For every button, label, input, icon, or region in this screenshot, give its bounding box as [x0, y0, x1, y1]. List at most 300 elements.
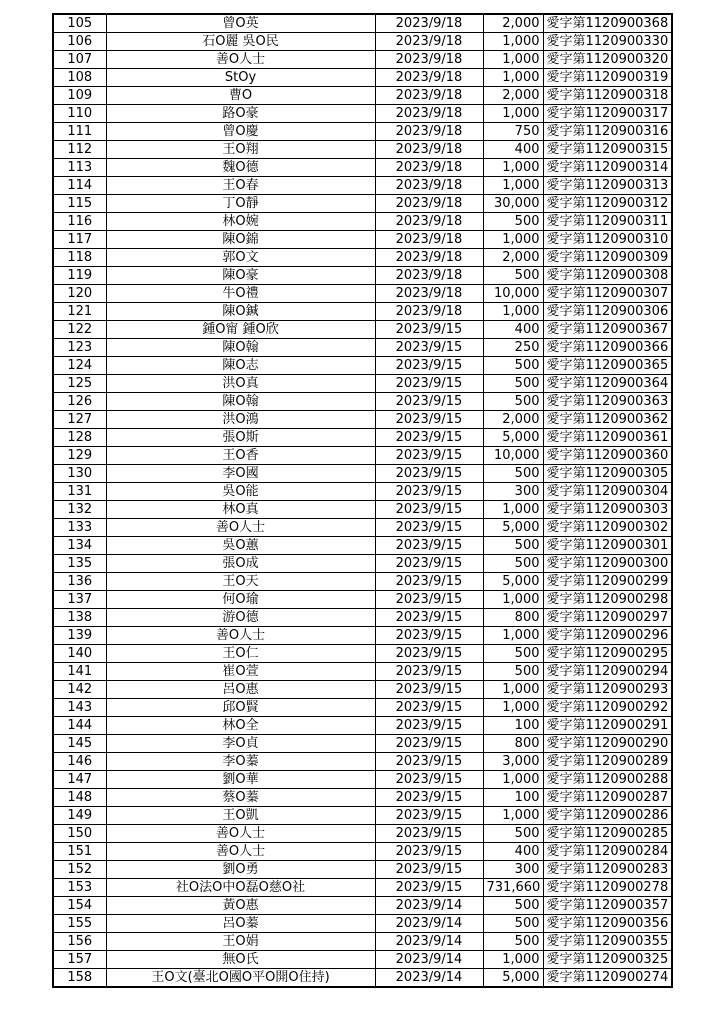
- donor-name: 劉O華: [106, 771, 375, 789]
- donation-amount: 300: [483, 861, 543, 879]
- donation-amount: 500: [483, 897, 543, 915]
- table-row: [53, 213, 672, 231]
- table-row: [53, 447, 672, 465]
- donation-date: 2023/9/18: [375, 69, 483, 87]
- table-row: [53, 285, 672, 303]
- donation-amount: 5,000: [483, 573, 543, 591]
- donation-date: 2023/9/14: [375, 933, 483, 951]
- row-number: 113: [53, 159, 106, 177]
- table-row: [53, 231, 672, 249]
- donation-date: 2023/9/15: [375, 591, 483, 609]
- donation-amount: 1,000: [483, 501, 543, 519]
- donor-name: 陳O豪: [106, 267, 375, 285]
- receipt-number: 愛字第1120900292: [543, 699, 672, 717]
- donation-date: 2023/9/15: [375, 663, 483, 681]
- donation-date: 2023/9/18: [375, 177, 483, 195]
- donor-name: 劉O勇: [106, 861, 375, 879]
- donation-amount: 500: [483, 213, 543, 231]
- row-number: 131: [53, 483, 106, 501]
- row-number: 150: [53, 825, 106, 843]
- donor-name: 王O凱: [106, 807, 375, 825]
- donation-date: 2023/9/18: [375, 285, 483, 303]
- table-row: [53, 249, 672, 267]
- donor-name: 李O貞: [106, 735, 375, 753]
- donation-amount: 5,000: [483, 429, 543, 447]
- donation-amount: 1,000: [483, 951, 543, 969]
- receipt-number: 愛字第1120900368: [543, 14, 672, 33]
- donor-name: 黃O惠: [106, 897, 375, 915]
- donor-name: 陳O鍼: [106, 303, 375, 321]
- donor-name: 陳O錦: [106, 231, 375, 249]
- donation-date: 2023/9/15: [375, 717, 483, 735]
- row-number: 148: [53, 789, 106, 807]
- table-row: [53, 177, 672, 195]
- donation-date: 2023/9/18: [375, 249, 483, 267]
- table-row: [53, 825, 672, 843]
- receipt-number: 愛字第1120900330: [543, 33, 672, 51]
- receipt-number: 愛字第1120900364: [543, 375, 672, 393]
- receipt-number: 愛字第1120900287: [543, 789, 672, 807]
- donation-date: 2023/9/15: [375, 861, 483, 879]
- donation-amount: 1,000: [483, 681, 543, 699]
- row-number: 125: [53, 375, 106, 393]
- donation-date: 2023/9/14: [375, 915, 483, 933]
- receipt-number: 愛字第1120900302: [543, 519, 672, 537]
- table-row: [53, 933, 672, 951]
- donation-date: 2023/9/15: [375, 807, 483, 825]
- donation-date: 2023/9/15: [375, 357, 483, 375]
- donor-name: 何O瑜: [106, 591, 375, 609]
- donation-date: 2023/9/18: [375, 213, 483, 231]
- donation-amount: 500: [483, 465, 543, 483]
- donation-amount: 500: [483, 357, 543, 375]
- donation-amount: 2,000: [483, 249, 543, 267]
- row-number: 144: [53, 717, 106, 735]
- receipt-number: 愛字第1120900288: [543, 771, 672, 789]
- donation-amount: 1,000: [483, 627, 543, 645]
- donation-date: 2023/9/14: [375, 951, 483, 969]
- row-number: 146: [53, 753, 106, 771]
- row-number: 128: [53, 429, 106, 447]
- donation-date: 2023/9/18: [375, 87, 483, 105]
- table-row: [53, 411, 672, 429]
- donation-amount: 1,000: [483, 51, 543, 69]
- donation-amount: 3,000: [483, 753, 543, 771]
- donor-name: 善O人士: [106, 51, 375, 69]
- row-number: 118: [53, 249, 106, 267]
- receipt-number: 愛字第1120900310: [543, 231, 672, 249]
- row-number: 105: [53, 14, 106, 33]
- row-number: 147: [53, 771, 106, 789]
- donation-date: 2023/9/18: [375, 195, 483, 213]
- receipt-number: 愛字第1120900360: [543, 447, 672, 465]
- table-row: [53, 429, 672, 447]
- row-number: 108: [53, 69, 106, 87]
- donor-name: 善O人士: [106, 627, 375, 645]
- row-number: 137: [53, 591, 106, 609]
- receipt-number: 愛字第1120900274: [543, 969, 672, 988]
- donation-date: 2023/9/15: [375, 447, 483, 465]
- receipt-number: 愛字第1120900291: [543, 717, 672, 735]
- table-row: [53, 14, 672, 33]
- donor-name: 魏O德: [106, 159, 375, 177]
- donation-amount: 300: [483, 483, 543, 501]
- donation-date: 2023/9/18: [375, 51, 483, 69]
- row-number: 141: [53, 663, 106, 681]
- donation-date: 2023/9/15: [375, 681, 483, 699]
- donor-name: 善O人士: [106, 825, 375, 843]
- receipt-number: 愛字第1120900362: [543, 411, 672, 429]
- donation-date: 2023/9/15: [375, 555, 483, 573]
- donation-amount: 100: [483, 789, 543, 807]
- donor-name: 蔡O蓁: [106, 789, 375, 807]
- receipt-number: 愛字第1120900300: [543, 555, 672, 573]
- receipt-number: 愛字第1120900283: [543, 861, 672, 879]
- receipt-number: 愛字第1120900304: [543, 483, 672, 501]
- donation-date: 2023/9/15: [375, 825, 483, 843]
- table-row: [53, 339, 672, 357]
- donation-date: 2023/9/18: [375, 14, 483, 33]
- donor-name: 呂O惠: [106, 681, 375, 699]
- donation-date: 2023/9/15: [375, 537, 483, 555]
- donation-amount: 30,000: [483, 195, 543, 213]
- row-number: 156: [53, 933, 106, 951]
- donation-date: 2023/9/18: [375, 33, 483, 51]
- donor-name: 王O仁: [106, 645, 375, 663]
- donation-date: 2023/9/18: [375, 267, 483, 285]
- receipt-number: 愛字第1120900295: [543, 645, 672, 663]
- receipt-number: 愛字第1120900299: [543, 573, 672, 591]
- donation-amount: 1,000: [483, 771, 543, 789]
- donation-amount: 500: [483, 645, 543, 663]
- row-number: 115: [53, 195, 106, 213]
- donation-date: 2023/9/14: [375, 969, 483, 988]
- row-number: 149: [53, 807, 106, 825]
- table-row: [53, 663, 672, 681]
- donation-amount: 500: [483, 393, 543, 411]
- row-number: 107: [53, 51, 106, 69]
- table-body: [53, 14, 672, 987]
- receipt-number: 愛字第1120900367: [543, 321, 672, 339]
- row-number: 154: [53, 897, 106, 915]
- row-number: 114: [53, 177, 106, 195]
- row-number: 132: [53, 501, 106, 519]
- receipt-number: 愛字第1120900361: [543, 429, 672, 447]
- donation-date: 2023/9/15: [375, 465, 483, 483]
- donation-amount: 500: [483, 825, 543, 843]
- donation-date: 2023/9/15: [375, 753, 483, 771]
- donation-amount: 5,000: [483, 969, 543, 988]
- table-row: [53, 843, 672, 861]
- table-row: [53, 555, 672, 573]
- table-row: [53, 537, 672, 555]
- row-number: 112: [53, 141, 106, 159]
- donor-name: 吳O能: [106, 483, 375, 501]
- row-number: 124: [53, 357, 106, 375]
- row-number: 130: [53, 465, 106, 483]
- donation-amount: 1,000: [483, 699, 543, 717]
- donor-name: 張O成: [106, 555, 375, 573]
- row-number: 119: [53, 267, 106, 285]
- row-number: 116: [53, 213, 106, 231]
- receipt-number: 愛字第1120900289: [543, 753, 672, 771]
- receipt-number: 愛字第1120900357: [543, 897, 672, 915]
- receipt-number: 愛字第1120900320: [543, 51, 672, 69]
- donation-amount: 5,000: [483, 519, 543, 537]
- row-number: 143: [53, 699, 106, 717]
- row-number: 129: [53, 447, 106, 465]
- table-row: [53, 195, 672, 213]
- table-row: [53, 807, 672, 825]
- receipt-number: 愛字第1120900311: [543, 213, 672, 231]
- table-row: [53, 51, 672, 69]
- donation-amount: 800: [483, 735, 543, 753]
- table-row: [53, 573, 672, 591]
- donor-name: 曹O: [106, 87, 375, 105]
- row-number: 152: [53, 861, 106, 879]
- donation-amount: 1,000: [483, 69, 543, 87]
- donation-amount: 500: [483, 933, 543, 951]
- table-row: [53, 141, 672, 159]
- donation-amount: 731,660: [483, 879, 543, 897]
- donor-name: 曾O慶: [106, 123, 375, 141]
- row-number: 110: [53, 105, 106, 123]
- donor-name: 郭O文: [106, 249, 375, 267]
- receipt-number: 愛字第1120900366: [543, 339, 672, 357]
- donor-name: 鍾O甯 鍾O欣: [106, 321, 375, 339]
- donation-amount: 400: [483, 321, 543, 339]
- donation-date: 2023/9/18: [375, 123, 483, 141]
- table-row: [53, 861, 672, 879]
- table-row: [53, 897, 672, 915]
- row-number: 151: [53, 843, 106, 861]
- table-row: [53, 501, 672, 519]
- donor-name: 吳O蕙: [106, 537, 375, 555]
- receipt-number: 愛字第1120900316: [543, 123, 672, 141]
- donor-name: 石O麗 吳O民: [106, 33, 375, 51]
- table-row: [53, 735, 672, 753]
- receipt-number: 愛字第1120900305: [543, 465, 672, 483]
- receipt-number: 愛字第1120900303: [543, 501, 672, 519]
- table-row: [53, 483, 672, 501]
- donor-name: 林O真: [106, 501, 375, 519]
- donor-name: 曾O英: [106, 14, 375, 33]
- donor-name: 林O婉: [106, 213, 375, 231]
- receipt-number: 愛字第1120900313: [543, 177, 672, 195]
- donor-name: 洪O真: [106, 375, 375, 393]
- receipt-number: 愛字第1120900290: [543, 735, 672, 753]
- donor-name: 陳O翰: [106, 393, 375, 411]
- donation-amount: 2,000: [483, 411, 543, 429]
- receipt-number: 愛字第1120900284: [543, 843, 672, 861]
- table-row: [53, 681, 672, 699]
- row-number: 158: [53, 969, 106, 988]
- table-row: [53, 645, 672, 663]
- donation-date: 2023/9/18: [375, 231, 483, 249]
- table-row: [53, 87, 672, 105]
- receipt-number: 愛字第1120900285: [543, 825, 672, 843]
- donor-name: 邱O賢: [106, 699, 375, 717]
- row-number: 111: [53, 123, 106, 141]
- donation-date: 2023/9/18: [375, 141, 483, 159]
- donation-date: 2023/9/15: [375, 879, 483, 897]
- receipt-number: 愛字第1120900318: [543, 87, 672, 105]
- table-row: [53, 375, 672, 393]
- table-row: [53, 105, 672, 123]
- table-row: [53, 771, 672, 789]
- donation-date: 2023/9/15: [375, 627, 483, 645]
- donation-date: 2023/9/15: [375, 735, 483, 753]
- donation-date: 2023/9/15: [375, 375, 483, 393]
- table-row: [53, 969, 672, 988]
- receipt-number: 愛字第1120900297: [543, 609, 672, 627]
- row-number: 120: [53, 285, 106, 303]
- donor-name: 林O全: [106, 717, 375, 735]
- donation-date: 2023/9/15: [375, 789, 483, 807]
- donor-name: 社O法O中O磊O慈O社: [106, 879, 375, 897]
- table-row: [53, 267, 672, 285]
- donation-amount: 2,000: [483, 87, 543, 105]
- donation-amount: 750: [483, 123, 543, 141]
- row-number: 153: [53, 879, 106, 897]
- receipt-number: 愛字第1120900306: [543, 303, 672, 321]
- table-row: [53, 123, 672, 141]
- donation-amount: 500: [483, 375, 543, 393]
- donor-name: 張O斯: [106, 429, 375, 447]
- donor-name: 路O豪: [106, 105, 375, 123]
- table-row: [53, 591, 672, 609]
- row-number: 155: [53, 915, 106, 933]
- donation-date: 2023/9/15: [375, 393, 483, 411]
- row-number: 122: [53, 321, 106, 339]
- donor-name: 丁O靜: [106, 195, 375, 213]
- donation-amount: 800: [483, 609, 543, 627]
- donor-name: 善O人士: [106, 843, 375, 861]
- donation-date: 2023/9/18: [375, 303, 483, 321]
- donor-name: 李O蓁: [106, 753, 375, 771]
- donation-date: 2023/9/15: [375, 321, 483, 339]
- donation-date: 2023/9/15: [375, 483, 483, 501]
- donation-amount: 400: [483, 141, 543, 159]
- table-row: [53, 357, 672, 375]
- donation-date: 2023/9/15: [375, 519, 483, 537]
- donation-amount: 500: [483, 663, 543, 681]
- donation-table: [52, 13, 673, 988]
- table-row: [53, 303, 672, 321]
- donation-amount: 1,000: [483, 105, 543, 123]
- row-number: 135: [53, 555, 106, 573]
- table-row: [53, 753, 672, 771]
- donation-date: 2023/9/14: [375, 897, 483, 915]
- receipt-number: 愛字第1120900365: [543, 357, 672, 375]
- table-row: [53, 609, 672, 627]
- donor-name: 陳O志: [106, 357, 375, 375]
- donation-amount: 2,000: [483, 14, 543, 33]
- row-number: 127: [53, 411, 106, 429]
- donor-name: 呂O蓁: [106, 915, 375, 933]
- receipt-number: 愛字第1120900308: [543, 267, 672, 285]
- donation-date: 2023/9/15: [375, 609, 483, 627]
- donation-amount: 10,000: [483, 285, 543, 303]
- donation-amount: 500: [483, 915, 543, 933]
- donor-name: 洪O鴻: [106, 411, 375, 429]
- donation-amount: 500: [483, 267, 543, 285]
- row-number: 142: [53, 681, 106, 699]
- table-row: [53, 951, 672, 969]
- row-number: 117: [53, 231, 106, 249]
- donation-amount: 1,000: [483, 33, 543, 51]
- donor-name: 王O娟: [106, 933, 375, 951]
- donation-date: 2023/9/15: [375, 771, 483, 789]
- donation-amount: 1,000: [483, 591, 543, 609]
- donor-name: 牛O禮: [106, 285, 375, 303]
- receipt-number: 愛字第1120900286: [543, 807, 672, 825]
- row-number: 145: [53, 735, 106, 753]
- table-row: [53, 717, 672, 735]
- receipt-number: 愛字第1120900293: [543, 681, 672, 699]
- donor-name: 王O春: [106, 177, 375, 195]
- donor-name: 陳O翰: [106, 339, 375, 357]
- donation-date: 2023/9/15: [375, 645, 483, 663]
- row-number: 138: [53, 609, 106, 627]
- row-number: 136: [53, 573, 106, 591]
- receipt-number: 愛字第1120900325: [543, 951, 672, 969]
- donor-name: 王O香: [106, 447, 375, 465]
- receipt-number: 愛字第1120900294: [543, 663, 672, 681]
- row-number: 133: [53, 519, 106, 537]
- donor-name: StOy: [106, 69, 375, 87]
- table-row: [53, 159, 672, 177]
- donation-amount: 1,000: [483, 177, 543, 195]
- table-row: [53, 879, 672, 897]
- table-row: [53, 915, 672, 933]
- row-number: 106: [53, 33, 106, 51]
- receipt-number: 愛字第1120900319: [543, 69, 672, 87]
- row-number: 123: [53, 339, 106, 357]
- table-row: [53, 627, 672, 645]
- donation-date: 2023/9/15: [375, 573, 483, 591]
- donation-amount: 1,000: [483, 807, 543, 825]
- receipt-number: 愛字第1120900301: [543, 537, 672, 555]
- donation-date: 2023/9/18: [375, 105, 483, 123]
- row-number: 134: [53, 537, 106, 555]
- donor-name: 王O文(臺北O國O平O開O住持): [106, 969, 375, 988]
- donor-name: 王O天: [106, 573, 375, 591]
- donation-amount: 10,000: [483, 447, 543, 465]
- receipt-number: 愛字第1120900355: [543, 933, 672, 951]
- table-row: [53, 321, 672, 339]
- donor-name: 無O氏: [106, 951, 375, 969]
- donation-amount: 100: [483, 717, 543, 735]
- donor-name: 游O德: [106, 609, 375, 627]
- receipt-number: 愛字第1120900363: [543, 393, 672, 411]
- donor-name: 崔O萱: [106, 663, 375, 681]
- table-row: [53, 519, 672, 537]
- receipt-number: 愛字第1120900317: [543, 105, 672, 123]
- row-number: 157: [53, 951, 106, 969]
- row-number: 139: [53, 627, 106, 645]
- donation-amount: 500: [483, 555, 543, 573]
- donation-amount: 1,000: [483, 303, 543, 321]
- donation-date: 2023/9/15: [375, 339, 483, 357]
- receipt-number: 愛字第1120900315: [543, 141, 672, 159]
- table-row: [53, 699, 672, 717]
- receipt-number: 愛字第1120900307: [543, 285, 672, 303]
- donation-amount: 250: [483, 339, 543, 357]
- donation-date: 2023/9/15: [375, 501, 483, 519]
- receipt-number: 愛字第1120900312: [543, 195, 672, 213]
- receipt-number: 愛字第1120900314: [543, 159, 672, 177]
